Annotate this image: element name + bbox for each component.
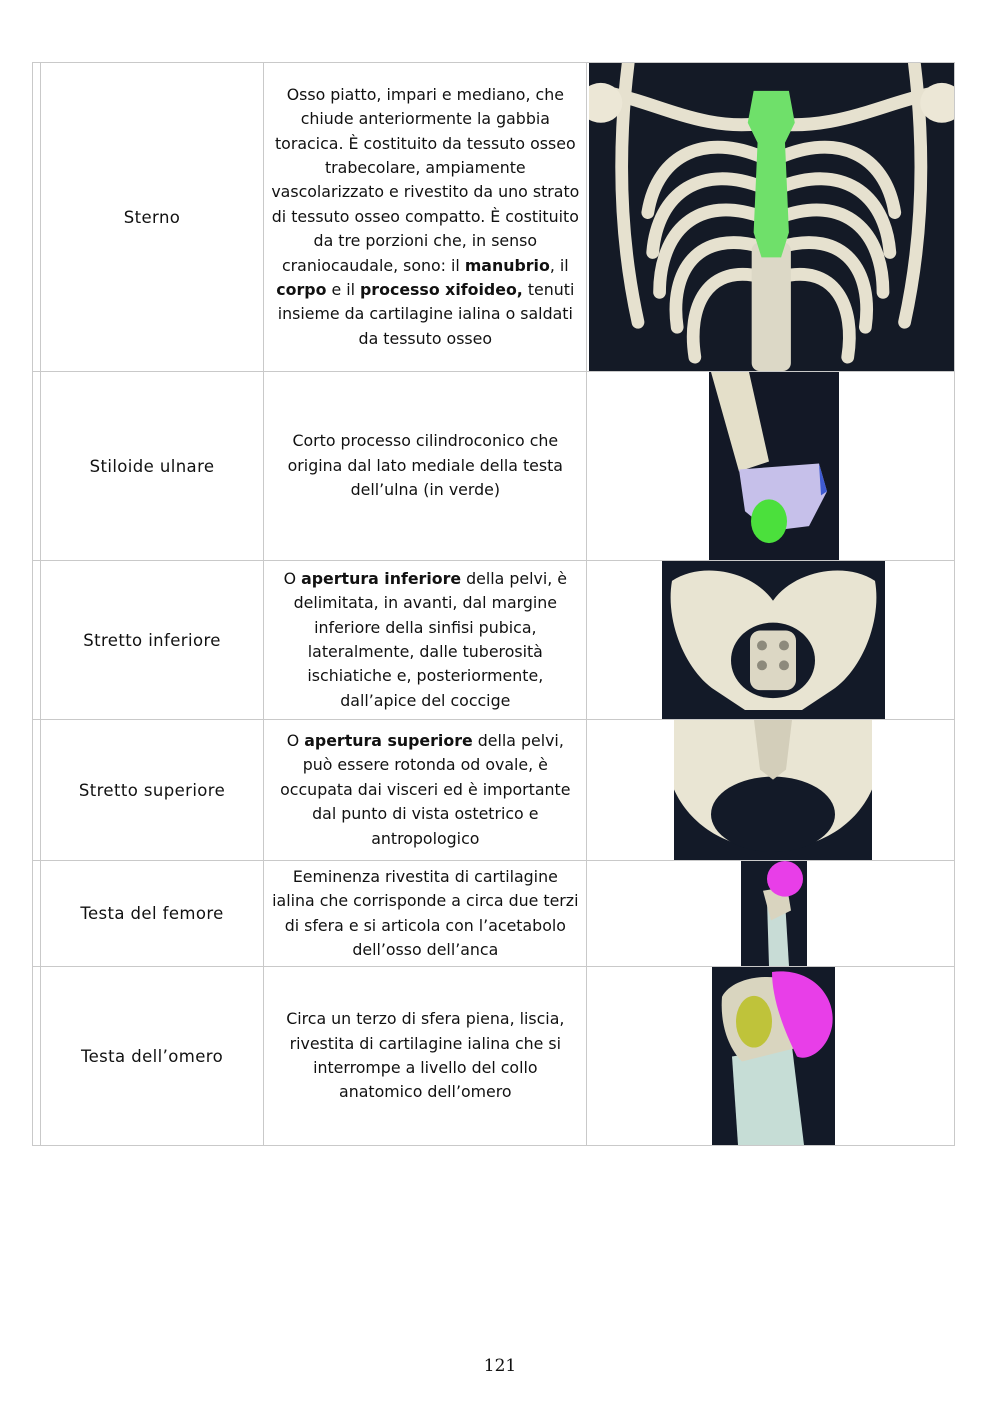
description-text: Corto processo cilindroconico che origina dal lato mediale della testa dell’ulna (in verde) [287, 431, 563, 500]
row-margin-cell [33, 967, 41, 1146]
description-text: della pelvi, è delimitata, in avanti, dal margine inferiore della sinfisi pubica, lateralmente, dalle tuberosità ischiatiche e, posteriormente, dall’apice del coccige [293, 568, 567, 710]
description-text: tenuti insieme da cartilagine ialina o saldati da tessuto osseo [277, 280, 575, 348]
table-row [33, 861, 955, 967]
description-text: e il [326, 280, 360, 300]
term-cell: Sterno [40, 63, 263, 372]
table-row [33, 63, 955, 372]
bold-term: manubrio [464, 255, 550, 275]
description-text: della pelvi, può essere rotonda od ovale, è occupata dai visceri ed è importante dal punto di vista ostetrico e antropologico [280, 730, 571, 848]
table-row [33, 372, 955, 561]
table-row [33, 561, 955, 720]
term-cell: Stretto inferiore [40, 561, 263, 720]
page-number: 121 [483, 1356, 517, 1376]
description-cell [264, 720, 587, 861]
bold-term: processo xifoideo, [360, 280, 523, 300]
row-margin-cell [33, 63, 41, 372]
term-cell: Testa dell’omero [40, 967, 263, 1146]
image-cell [587, 63, 955, 372]
image-cell [587, 720, 955, 861]
description-cell [264, 372, 587, 561]
image-cell [587, 967, 955, 1146]
row-margin-cell [33, 861, 41, 967]
ulnar-styloid-illustration [709, 372, 839, 560]
term-cell: Stiloide ulnare [40, 372, 263, 561]
description-cell [264, 63, 587, 372]
image-cell [587, 372, 955, 561]
sternum-illustration [589, 63, 954, 371]
description-cell [264, 861, 587, 967]
description-text: , il [549, 255, 569, 275]
description-cell [264, 561, 587, 720]
description-text: O [286, 730, 305, 750]
row-margin-cell [33, 372, 41, 561]
row-margin-cell [33, 561, 41, 720]
humeral-head-illustration [712, 967, 835, 1145]
bold-term: apertura inferiore [301, 568, 462, 588]
description-text: O [283, 568, 302, 588]
table-row [33, 967, 955, 1146]
description-text: Osso piatto, impari e mediano, che chiude anteriormente la gabbia toracica. È costituito da tessuto osseo trabecolare, ampiamente vascolarizzato e rivestito da uno strato di tessuto osseo compatto. È costituito da tre porzioni che, in senso craniocaudale, sono: il [271, 84, 580, 275]
row-margin-cell [33, 720, 41, 861]
bold-term: apertura superiore [304, 730, 473, 750]
term-cell: Testa del femore [40, 861, 263, 967]
description-text: Eeminenza rivestita di cartilagine ialina che corrisponde a circa due terzi di sfera e si articola con l’acetabolo dell’osso dell’anca [272, 866, 579, 959]
femoral-head-illustration [741, 861, 807, 966]
pelvis-inferior-view-illustration [662, 561, 885, 719]
pelvis-superior-view-illustration [674, 720, 872, 860]
description-text: Circa un terzo di sfera piena, liscia, rivestita di cartilagine ialina che si interrompe a livello del collo anatomico dell’omero [286, 1009, 565, 1102]
term-cell: Stretto superiore [40, 720, 263, 861]
image-cell [587, 861, 955, 967]
bold-term: corpo [276, 280, 327, 300]
table-row [33, 720, 955, 861]
description-cell [264, 967, 587, 1146]
anatomy-table [32, 62, 955, 1146]
image-cell [587, 561, 955, 720]
